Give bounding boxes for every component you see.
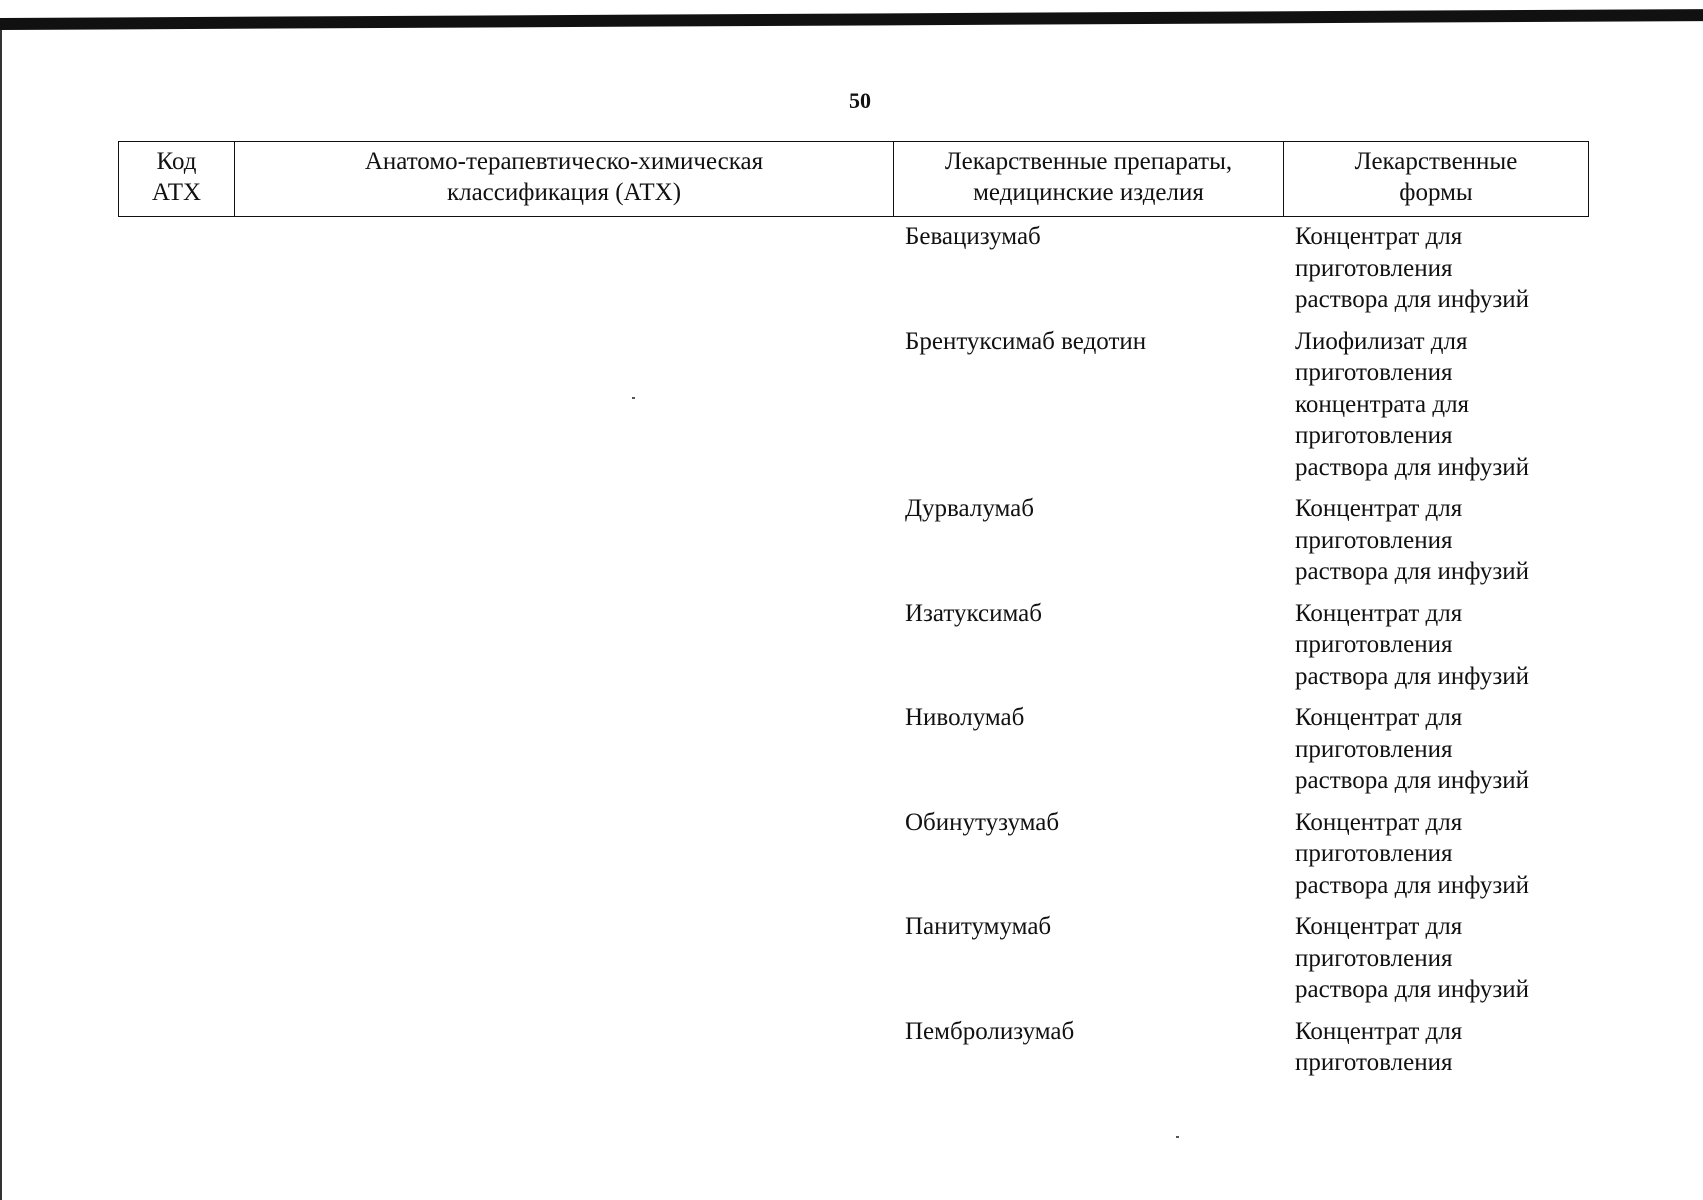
table-row — [905, 1016, 1585, 1079]
table-row — [905, 326, 1585, 484]
header-atc-classification: Анатомо-терапевтическо-химическая классификация (АТХ) — [235, 142, 894, 217]
header-drugs: Лекарственные препараты, медицинские изделия — [894, 142, 1284, 217]
dosage-form: Концентрат для приготовления раствора для инфузий — [1295, 704, 1530, 794]
page-number: 50 — [849, 88, 871, 113]
drug-name: Панитумумаб — [905, 913, 1052, 940]
drug-name: Дурвалумаб — [905, 495, 1034, 522]
scan-left-border — [0, 30, 2, 1200]
drug-name: Брентуксимаб ведотин — [905, 327, 1147, 355]
table-row — [905, 221, 1585, 316]
dosage-form: Концентрат для приготовления раствора для инфузий — [1295, 599, 1530, 690]
dosage-form: Концентрат для приготовления раствора для инфузий — [1295, 913, 1530, 1003]
table-row — [905, 807, 1585, 902]
drug-name: Бевацизумаб — [905, 223, 1041, 250]
table-row — [905, 598, 1585, 693]
table-header-row — [119, 142, 1589, 217]
header-forms: Лекарственные формы — [1284, 142, 1589, 217]
table-header — [118, 141, 1589, 217]
dosage-form: Лиофилизат для приготовления концентрата для приготовления раствора для инфузий — [1295, 327, 1530, 481]
drug-name: Обинутузумаб — [905, 808, 1060, 836]
drug-name: Пембролизумаб — [905, 1017, 1075, 1045]
drug-list — [905, 221, 1585, 1089]
header-code-atx: Код АТХ — [119, 142, 235, 217]
table-row — [905, 493, 1585, 588]
dosage-form: Концентрат для приготовления раствора для инфузий — [1295, 808, 1530, 899]
dosage-form: Концентрат для приготовления раствора для инфузий — [1295, 495, 1530, 585]
scan-top-border — [0, 0, 1703, 30]
dosage-form: Концентрат для приготовления — [1295, 1017, 1463, 1076]
scan-speck — [632, 397, 635, 399]
table-row — [905, 702, 1585, 797]
dosage-form: Концентрат для приготовления раствора для инфузий — [1295, 223, 1530, 313]
drug-name: Изатуксимаб — [905, 599, 1042, 627]
table-row — [905, 911, 1585, 1006]
scan-speck — [1176, 1136, 1179, 1138]
drug-name: Ниволумаб — [905, 704, 1025, 731]
